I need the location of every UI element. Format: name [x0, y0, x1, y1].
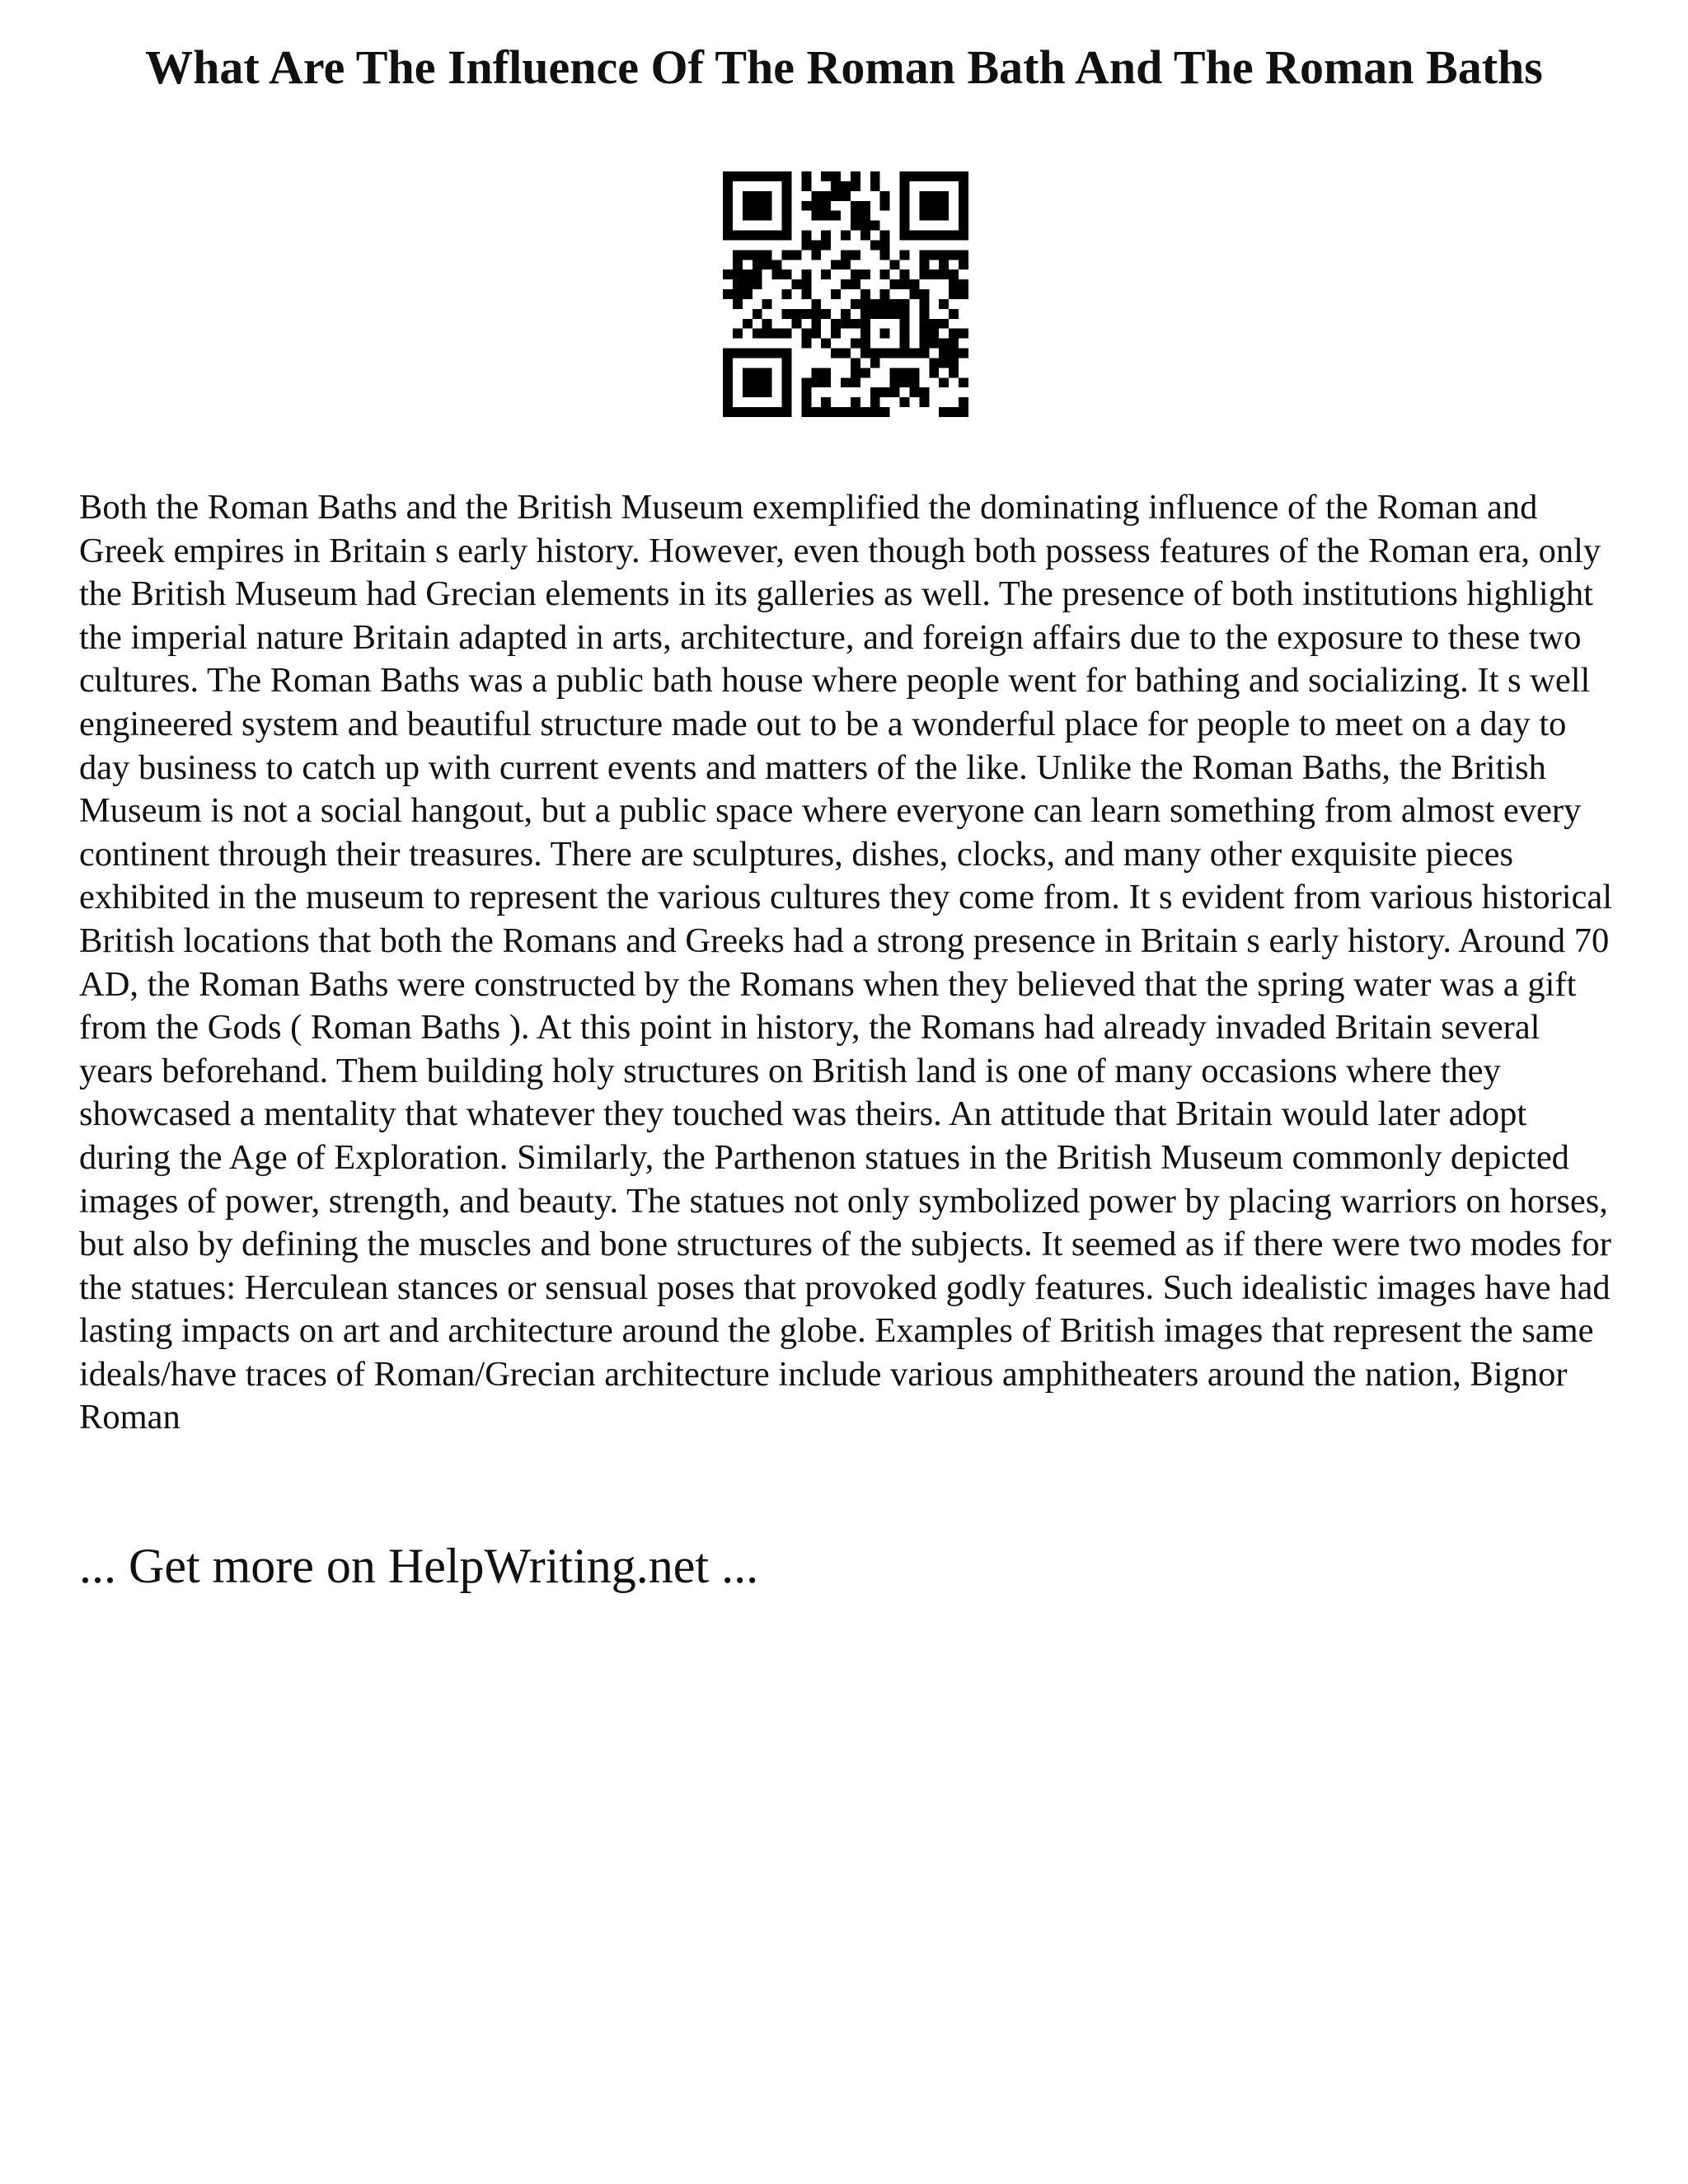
document-title: What Are The Influence Of The Roman Bath And The Roman Baths	[145, 40, 1543, 94]
document-body: Both the Roman Baths and the British Museum exemplified the dominating influence of the Roman and Greek empires in Britain s early history. However, even though both possess features of the Roman era, only the British Museum had Grecian elements in its galleries as well. The presence of both institutions highlight the imperial nature Britain adapted in arts, architecture, and foreign affairs due to the exposure to these two cultures. The Roman Baths was a public bath house where people went for bathing and socializing. It s well engineered system and beautiful structure made out to be a wonderful place for people to meet on a day to day business to catch up with current events and matters of the like. Unlike the Roman Baths, the British Museum is not a social hangout, but a public space where everyone can learn something from almost every continent through their treasures. There are sculptures, dishes, clocks, and many other exquisite pieces exhibited in the museum to represent the various cultures they come from. It s evident from various historical British locations that both the Romans and Greeks had a strong presence in Britain s early history. Around 70 AD, the Roman Baths were constructed by the Romans when they believed that the spring water was a gift from the Gods ( Roman Baths ). At this point in history, the Romans had already invaded Britain several years beforehand. Them building holy structures on British land is one of many occasions where they showcased a mentality that whatever they touched was theirs. An attitude that Britain would later adopt during the Age of Exploration. Similarly, the Parthenon statues in the British Museum commonly depicted images of power, strength, and beauty. The statues not only symbolized power by placing warriors on horses, but also by defining the muscles and bone structures of the subjects. It seemed as if there were two modes for the statues: Herculean stances or sensual poses that provoked godly features. Such idealistic images have had lasting impacts on art and architecture around the globe. Examples of British images that represent the same ideals/have traces of Roman/Grecian architecture include various amphitheaters around the nation, Bignor Roman	[79, 488, 1613, 1437]
qr-code-icon	[723, 171, 968, 417]
get-more-link[interactable]: ... Get more on HelpWriting.net ...	[79, 1539, 759, 1593]
